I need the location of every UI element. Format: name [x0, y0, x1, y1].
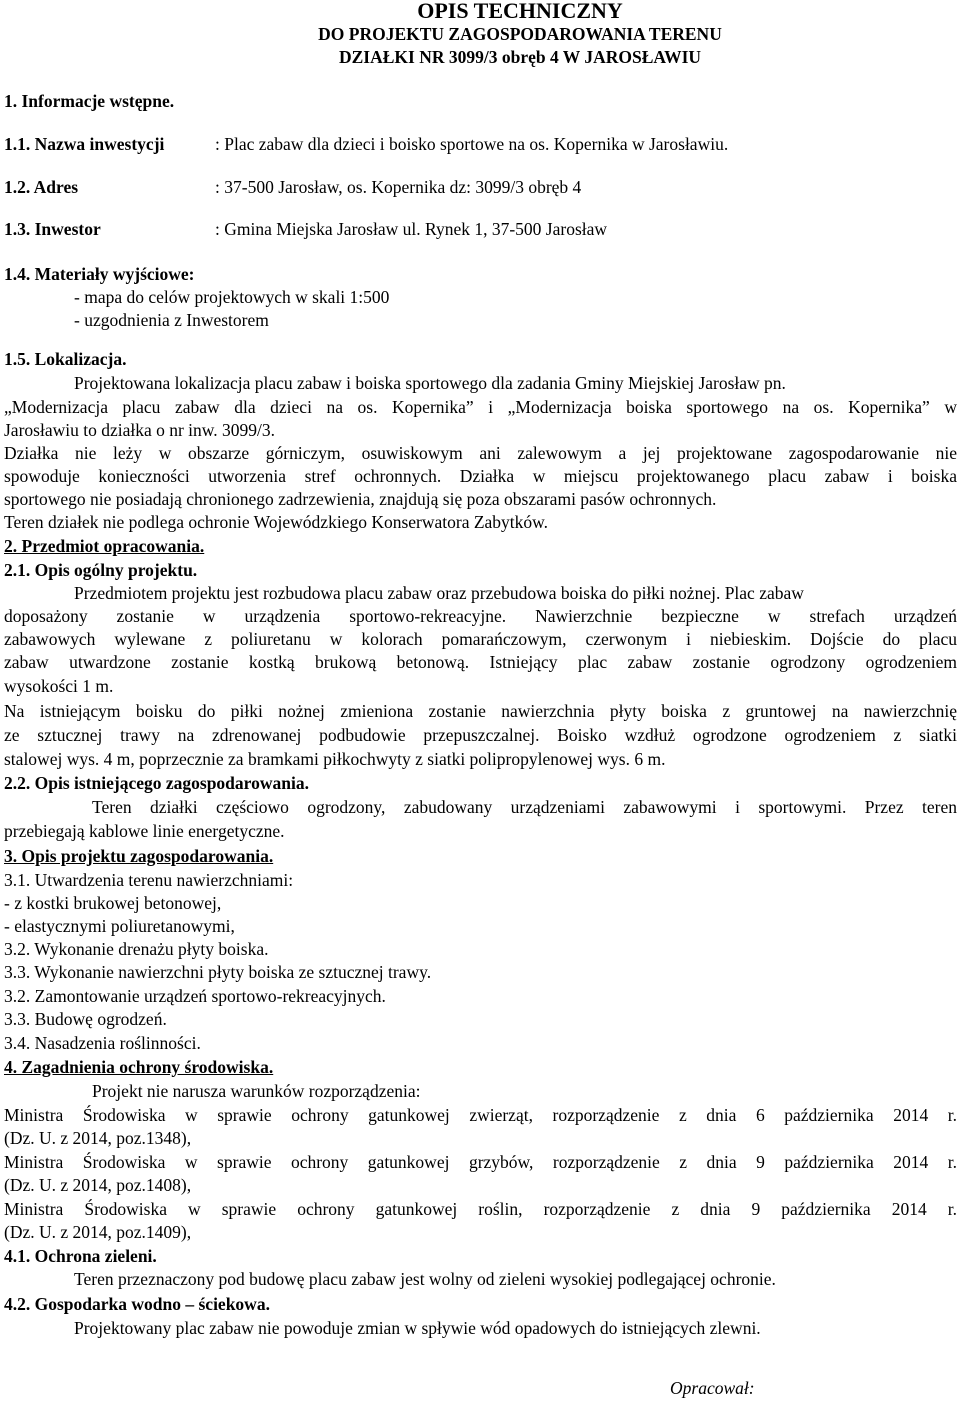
- scope-item: 3.3. Budowę ogrodzeń.: [4, 1009, 167, 1029]
- scope-item: 3.1. Utwardzenia terenu nawierzchniami:: [4, 870, 294, 890]
- greenery-para: Teren przeznaczony pod budowę placu zabaw jest wolny od zieleni wysokiej podlegającej ochronie.: [74, 1269, 776, 1289]
- materials-item-1: - mapa do celów projektowych w skali 1:500: [74, 287, 390, 307]
- regulation-line: (Dz. U. z 2014, poz.1409),: [4, 1222, 192, 1242]
- plot-para-line: Działka nie leży w obszarze górniczym, osuwiskowym ani zalewowym a jej projektowane zagospodarowanie nie: [4, 443, 957, 463]
- general-para-line: doposażony zostanie w urządzenia sportowo-rekreacyjne. Nawierzchnie bezpieczne w strefach urządzeń: [4, 606, 957, 626]
- section-2-heading: 2. Przedmiot opracowania.: [4, 536, 205, 556]
- plot-para-line: sportowego nie posiadają chronionego zadrzewienia, znajdują się poza obszarami pasów ochronnych.: [4, 489, 717, 509]
- section-3-heading: 3. Opis projektu zagospodarowania.: [4, 846, 274, 866]
- regulation-line: Ministra Środowiska w sprawie ochrony gatunkowej zwierząt, rozporządzenie z dnia 6 października 2014 r.: [4, 1105, 957, 1125]
- scope-item: - z kostki brukowej betonowej,: [4, 893, 222, 913]
- existing-para-line: Teren działki częściowo ogrodzony, zabudowany urządzeniami zabawowymi i sportowymi. Przez teren: [92, 797, 957, 817]
- general-para-line: Przedmiotem projektu jest rozbudowa placu zabaw oraz przebudowa boiska do piłki nożnej. Plac zabaw: [74, 583, 804, 603]
- existing-para-line: przebiegają kablowe linie energetyczne.: [4, 821, 285, 841]
- location-para-line: Jarosławiu to działka o nr inw. 3099/3.: [4, 420, 276, 440]
- regulation-line: (Dz. U. z 2014, poz.1348),: [4, 1128, 192, 1148]
- section-1-heading: 1. Informacje wstępne.: [4, 91, 175, 111]
- signature-label: Opracował:: [670, 1378, 755, 1398]
- item-4-1-heading: 4.1. Ochrona zieleni.: [4, 1246, 157, 1266]
- item-1-2-label: 1.2. Adres: [4, 177, 79, 197]
- document-subtitle: DO PROJEKTU ZAGOSPODAROWANIA TERENU: [318, 24, 722, 44]
- plot-para-line: spowoduje konieczności utworzenia stref ochronnych. Działka w miejscu projektowanego placu zabaw i boiska: [4, 466, 957, 486]
- regulation-intro: Projekt nie narusza warunków rozporządzenia:: [92, 1081, 421, 1101]
- scope-item: 3.2. Zamontowanie urządzeń sportowo-rekreacyjnych.: [4, 986, 386, 1006]
- document-subtitle-2: DZIAŁKI NR 3099/3 obręb 4 W JAROSŁAWIU: [338, 47, 702, 67]
- item-1-3-value: : Gmina Miejska Jarosław ul. Rynek 1, 37-500 Jarosław: [215, 219, 608, 239]
- plot-para-line: Teren działek nie podlega ochronie Wojewódzkiego Konserwatora Zabytków.: [4, 512, 549, 532]
- general-para-line: zabawowych wylewane z poliuretanu w kolorach pomarańczowym, czerwonym i niebieskim. Dojście do placu: [4, 629, 957, 649]
- scope-item: 3.3. Wykonanie nawierzchni płyty boiska ze sztucznej trawy.: [4, 962, 432, 982]
- item-1-1-label: 1.1. Nazwa inwestycji: [4, 134, 165, 154]
- pitch-para-line: stalowej wys. 4 m, poprzecznie za bramkami piłkochwyty z siatki polipropylenowej wys. 6 m.: [4, 749, 666, 769]
- scope-item: 3.4. Nasadzenia roślinności.: [4, 1033, 201, 1053]
- section-4-heading: 4. Zagadnienia ochrony środowiska.: [4, 1057, 274, 1077]
- scope-item: 3.2. Wykonanie drenażu płyty boiska.: [4, 939, 269, 959]
- item-1-3-label: 1.3. Inwestor: [4, 219, 101, 239]
- scope-item: - elastycznymi poliuretanowymi,: [4, 916, 235, 936]
- item-4-2-heading: 4.2. Gospodarka wodno – ściekowa.: [4, 1294, 270, 1314]
- water-para: Projektowany plac zabaw nie powoduje zmian w spływie wód opadowych do istniejących zlewni.: [74, 1318, 761, 1338]
- general-para-line: zabaw utwardzone zostanie kostką brukową betonową. Istniejący plac zabaw zostanie ogrodzony ogrodzeniem: [4, 652, 957, 672]
- regulation-line: Ministra Środowiska w sprawie ochrony gatunkowej grzybów, rozporządzenie z dnia 9 października 2014 r.: [4, 1152, 957, 1172]
- pitch-para-line: Na istniejącym boisku do piłki nożnej zmieniona zostanie nawierzchnia płyty boiska z gruntowej na nawierzchnię: [4, 701, 957, 721]
- item-1-4-heading: 1.4. Materiały wyjściowe:: [4, 264, 195, 284]
- item-2-1-heading: 2.1. Opis ogólny projektu.: [4, 560, 198, 580]
- item-1-2-value: : 37-500 Jarosław, os. Kopernika dz: 3099/3 obręb 4: [215, 177, 582, 197]
- location-para-line: Projektowana lokalizacja placu zabaw i boiska sportowego dla zadania Gminy Miejskiej Jarosław pn.: [74, 373, 786, 393]
- location-para-line: „Modernizacja placu zabaw dla dzieci na os. Kopernika” i „Modernizacja boiska sportowego na os. Kopernika” w: [4, 397, 957, 417]
- regulation-line: Ministra Środowiska w sprawie ochrony gatunkowej roślin, rozporządzenie z dnia 9 października 2014 r.: [4, 1199, 957, 1219]
- materials-item-2: - uzgodnienia z Inwestorem: [74, 310, 269, 330]
- item-1-1-value: : Plac zabaw dla dzieci i boisko sportowe na os. Kopernika w Jarosławiu.: [215, 134, 729, 154]
- document-title: OPIS TECHNICZNY: [417, 0, 623, 23]
- item-1-5-heading: 1.5. Lokalizacja.: [4, 349, 127, 369]
- general-para-line: wysokości 1 m.: [4, 676, 114, 696]
- item-2-2-heading: 2.2. Opis istniejącego zagospodarowania.: [4, 773, 309, 793]
- pitch-para-line: ze sztucznej trawy na zdrenowanej podbudowie przepuszczalnej. Boisko wzdłuż ogrodzone ogrodzeniem z siatki: [4, 725, 957, 745]
- regulation-line: (Dz. U. z 2014, poz.1408),: [4, 1175, 192, 1195]
